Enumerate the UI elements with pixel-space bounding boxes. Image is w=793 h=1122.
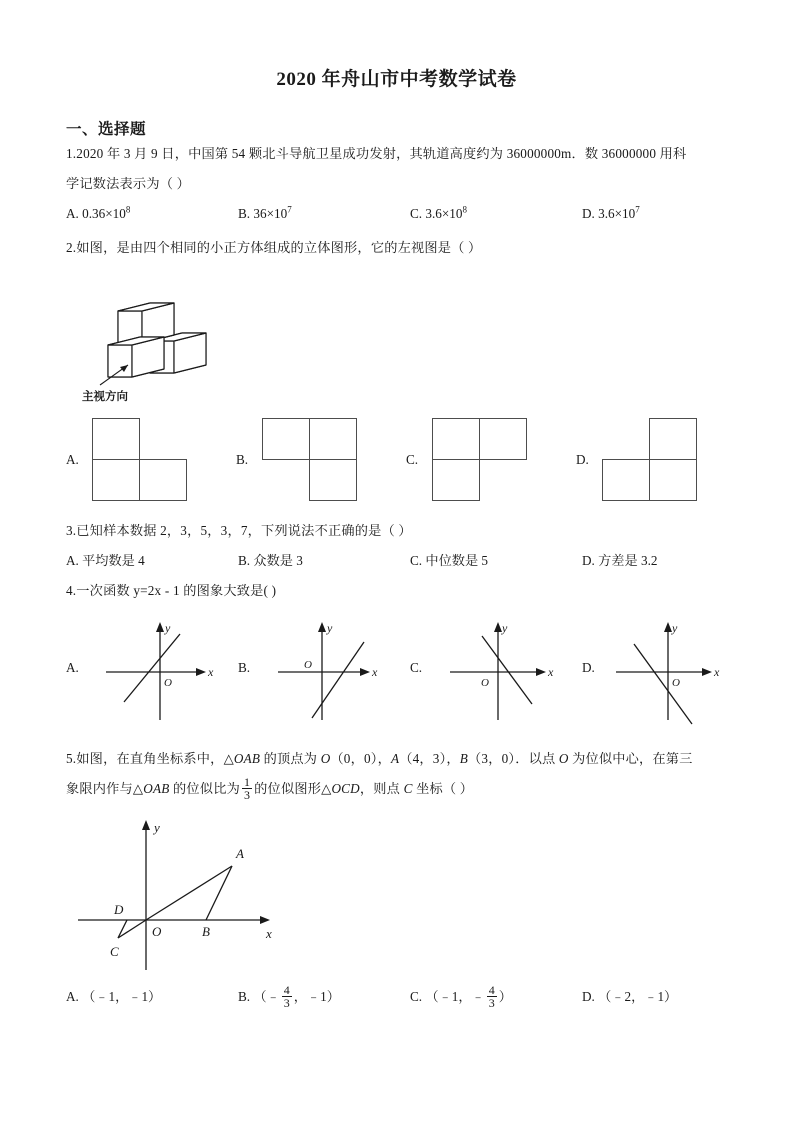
q5-seg-d: O — [320, 751, 331, 766]
line-graph-d — [610, 610, 742, 726]
option-b-pre: （﹣ — [253, 989, 280, 1004]
question-3-options — [66, 546, 727, 576]
square-cell — [479, 418, 527, 460]
question-5-option-d[interactable] — [582, 982, 677, 1012]
option-d-label: D. — [582, 206, 595, 221]
origin-label: O — [672, 677, 680, 689]
x-axis-arrow-icon — [260, 916, 270, 924]
option-b-label: B. — [238, 660, 251, 675]
question-3 — [66, 516, 727, 576]
option-a-label: A. — [66, 989, 79, 1004]
y-axis-arrow-icon — [156, 622, 164, 632]
q5-seg-l: 象限内作与△ — [66, 781, 144, 796]
question-1 — [66, 139, 727, 229]
option-c-label: C. — [406, 452, 419, 467]
plot-line — [312, 642, 364, 718]
line-graph-b — [266, 610, 398, 726]
option-c-exponent: 8 — [462, 204, 467, 215]
origin-label: O — [164, 677, 172, 689]
y-axis-label: y — [672, 621, 678, 635]
coordinate-triangle-diagram — [70, 808, 330, 976]
question-4-line-1: 4.一次函数 y=2x - 1 的图象大致是( ) — [66, 583, 277, 598]
square-cell — [649, 418, 697, 460]
square-cell — [309, 418, 357, 460]
cube-stack-diagram — [78, 269, 228, 404]
page-title: 2020 年舟山市中考数学试卷 — [276, 69, 517, 90]
q5-seg-f: A — [390, 751, 400, 766]
q5-seg-k: 为位似中心，在第三 — [568, 751, 693, 766]
question-5-line-1 — [66, 744, 727, 774]
square-cell — [139, 459, 187, 501]
question-1-line-1: 1.2020 年 3 月 9 日，中国第 54 颗北斗导航卫星成功发射，其轨道高度约为 36000000m．数 36000000 用科 — [66, 146, 687, 161]
fraction-denominator: 3 — [243, 788, 251, 803]
option-d-exponent: 7 — [635, 204, 640, 215]
question-4 — [66, 576, 727, 606]
y-axis-label: y — [327, 621, 333, 635]
y-axis-label: y — [165, 621, 171, 635]
question-2-option-a[interactable] — [66, 410, 236, 510]
option-b-text: 众数是 3 — [253, 553, 303, 568]
option-b-label: B. — [238, 553, 251, 568]
option-c-label: C. — [410, 989, 423, 1004]
fraction-denominator: 3 — [283, 996, 290, 1011]
question-5-line-2 — [66, 774, 727, 804]
q5-seg-i: （3，0）．以点 — [468, 751, 559, 766]
square-cell — [309, 459, 357, 501]
option-d-label: D. — [582, 553, 595, 568]
y-axis-label: y — [154, 820, 160, 835]
question-5-option-a[interactable] — [66, 982, 238, 1012]
x-axis-label: x — [266, 926, 272, 941]
option-b-label: B. — [238, 989, 251, 1004]
x-axis-label: x — [372, 665, 378, 679]
view-direction-label: 主视方向 — [82, 391, 128, 403]
point-b-label: B — [202, 924, 210, 939]
x-axis-label: x — [548, 665, 554, 679]
square-cell — [602, 459, 650, 501]
question-5 — [66, 744, 727, 804]
option-d-label: D. — [582, 660, 595, 675]
fraction-denominator: 3 — [488, 996, 495, 1011]
q5-seg-p: OCD — [331, 781, 360, 796]
question-2-line-1: 2.如图，是由四个相同的小正方体组成的立体图形，它的左视图是（ ） — [66, 240, 482, 255]
x-axis-arrow-icon — [360, 668, 370, 676]
question-5-option-b[interactable] — [238, 982, 410, 1012]
option-c-pre: （﹣1，﹣ — [425, 989, 485, 1004]
line-graph-c — [438, 610, 570, 726]
question-1-option-a[interactable] — [66, 199, 238, 229]
origin-label: O — [304, 659, 312, 671]
option-b-label: B. — [238, 206, 251, 221]
y-axis-arrow-icon — [664, 622, 672, 632]
shape-grid-d — [602, 418, 698, 502]
plot-line — [482, 636, 532, 704]
option-b-value: 36×10 — [253, 206, 288, 221]
fraction-numerator: 4 — [488, 982, 495, 997]
shape-grid-a — [92, 418, 188, 502]
square-cell — [92, 418, 140, 460]
y-axis-label: y — [502, 621, 508, 635]
question-4-options — [66, 610, 793, 726]
question-1-option-b[interactable] — [238, 199, 410, 229]
fraction-numerator: 1 — [243, 774, 251, 789]
plot-line — [124, 634, 180, 702]
square-cell — [432, 418, 480, 460]
q5-seg-e: （0，0）， — [330, 751, 391, 766]
q5-seg-g: （4，3）， — [399, 751, 460, 766]
q5-seg-b: △OAB — [223, 751, 261, 766]
line-graph-a — [94, 610, 226, 726]
option-c-label: C. — [410, 206, 423, 221]
question-3-line-1: 3.已知样本数据 2，3，5，3，7，下列说法不正确的是（ ） — [66, 523, 412, 538]
option-c-fraction — [487, 984, 497, 1010]
q5-seg-s: 坐标（ ） — [412, 781, 474, 796]
q5-seg-r: C — [403, 781, 413, 796]
option-c-post: ） — [498, 989, 512, 1004]
option-c-text: 中位数是 5 — [425, 553, 489, 568]
question-4-option-c[interactable] — [410, 610, 582, 726]
option-a-label: A. — [66, 553, 79, 568]
q5-seg-a: 5.如图，在直角坐标系中， — [66, 751, 224, 766]
section-heading: 一、选择题 — [66, 121, 147, 138]
square-cell — [262, 418, 310, 460]
option-c-value: 3.6×10 — [425, 206, 463, 221]
option-d-text: 方差是 3.2 — [598, 553, 658, 568]
q5-seg-q: ，则点 — [359, 781, 404, 796]
x-axis-arrow-icon — [196, 668, 206, 676]
question-4-option-b[interactable] — [238, 610, 410, 726]
option-d-text: （﹣2，﹣1） — [598, 989, 678, 1004]
option-b-label: B. — [236, 452, 249, 467]
question-1-option-c[interactable] — [410, 199, 582, 229]
ratio-fraction — [242, 776, 252, 802]
option-a-text: （﹣1，﹣1） — [82, 989, 162, 1004]
x-axis-label: x — [714, 665, 720, 679]
option-d-value: 3.6×10 — [598, 206, 636, 221]
square-cell — [649, 459, 697, 501]
option-b-post: ，﹣1） — [293, 989, 340, 1004]
x-axis-label: x — [208, 665, 214, 679]
question-2-option-c[interactable] — [406, 410, 576, 510]
question-2-option-b[interactable] — [236, 410, 406, 510]
question-4-option-d[interactable] — [582, 610, 754, 726]
y-axis-arrow-icon — [318, 622, 326, 632]
fraction-numerator: 4 — [283, 982, 290, 997]
option-b-exponent: 7 — [287, 204, 292, 215]
question-5-options — [66, 982, 793, 1012]
question-3-option-d[interactable] — [582, 546, 657, 576]
option-c-label: C. — [410, 660, 423, 675]
option-d-label: D. — [576, 452, 589, 467]
q5-seg-c: 的顶点为 — [260, 751, 321, 766]
option-a-value: 0.36×10 — [82, 206, 126, 221]
square-cell — [92, 459, 140, 501]
y-axis-arrow-icon — [142, 820, 150, 830]
question-2-option-d[interactable] — [576, 410, 746, 510]
option-d-label: D. — [582, 989, 595, 1004]
option-a-exponent: 8 — [125, 204, 131, 215]
question-3-option-c[interactable] — [410, 546, 582, 576]
x-axis-arrow-icon — [702, 668, 712, 676]
q5-seg-o: 的位似图形△ — [254, 781, 332, 796]
question-3-option-a[interactable] — [66, 546, 238, 576]
point-c-label: C — [110, 944, 119, 959]
square-cell — [432, 459, 480, 501]
q5-seg-j: O — [558, 751, 569, 766]
x-axis-arrow-icon — [536, 668, 546, 676]
question-2 — [66, 233, 727, 263]
origin-label: O — [152, 924, 162, 939]
question-5-figure — [70, 808, 330, 976]
option-c-label: C. — [410, 553, 423, 568]
question-2-options — [66, 410, 793, 510]
question-5-option-c[interactable] — [410, 982, 582, 1012]
shape-grid-b — [262, 418, 358, 502]
question-4-option-a[interactable] — [66, 610, 238, 726]
question-1-options — [66, 199, 727, 229]
y-axis-arrow-icon — [494, 622, 502, 632]
plot-line — [634, 644, 692, 724]
question-2-figure — [78, 269, 228, 404]
q5-seg-h: B — [459, 751, 469, 766]
q5-seg-n: 的位似比为 — [169, 781, 240, 796]
option-a-label: A. — [66, 452, 79, 467]
point-d-label: D — [114, 902, 124, 917]
option-a-text: 平均数是 4 — [82, 553, 145, 568]
shape-grid-c — [432, 418, 528, 502]
question-1-line-2: 学记数法表示为（ ） — [66, 176, 190, 191]
q5-seg-m: OAB — [143, 781, 170, 796]
question-3-option-b[interactable] — [238, 546, 410, 576]
option-b-fraction — [282, 984, 292, 1010]
origin-label: O — [481, 677, 489, 689]
option-a-label: A. — [66, 206, 79, 221]
question-1-option-d[interactable] — [582, 199, 640, 229]
point-a-label: A — [236, 846, 244, 861]
option-a-label: A. — [66, 660, 79, 675]
